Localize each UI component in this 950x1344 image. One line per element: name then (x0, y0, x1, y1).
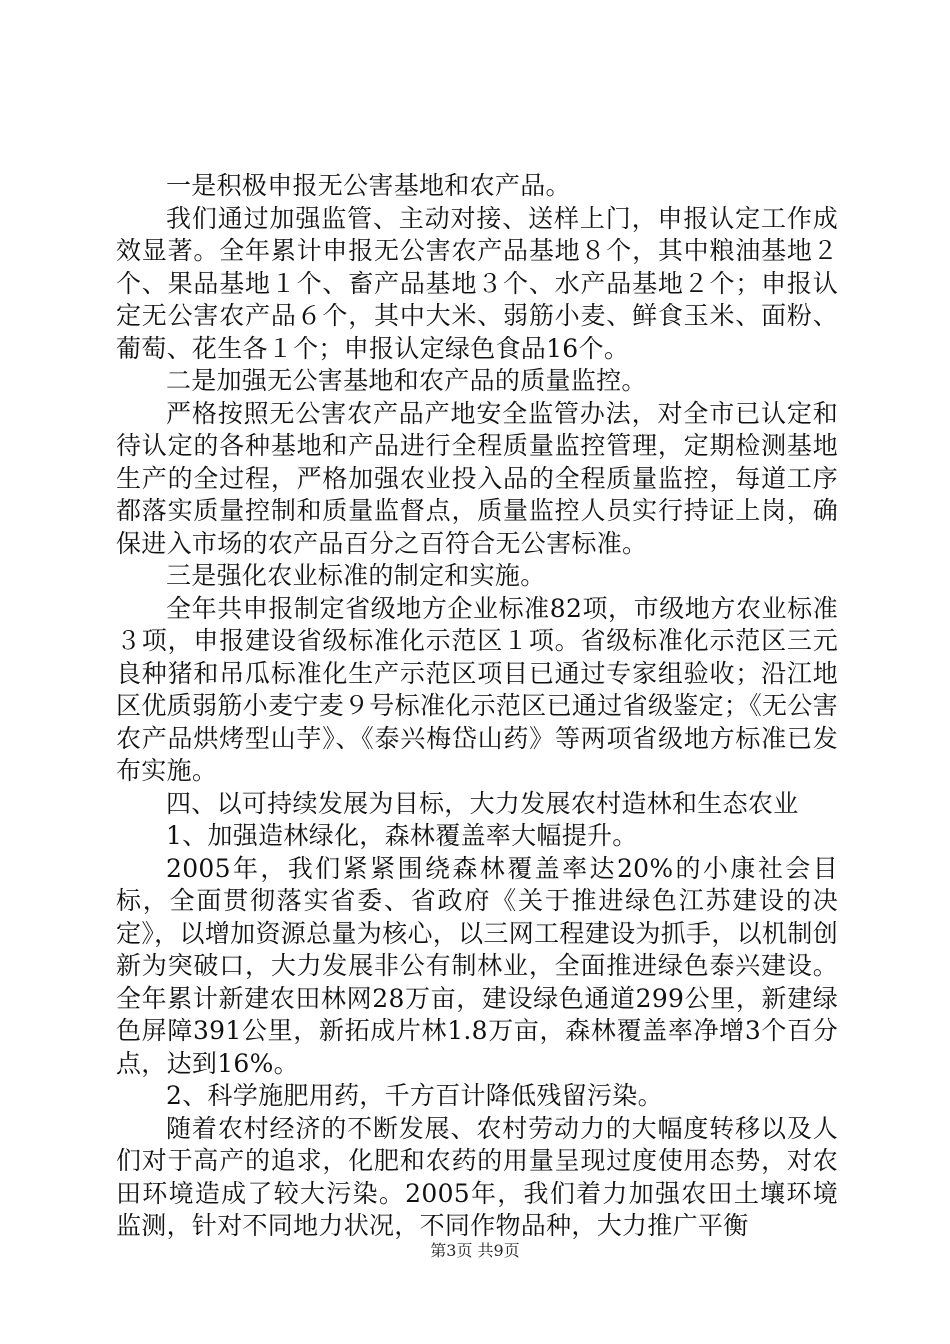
paragraph-7: 四、以可持续发展为目标，大力发展农村造林和生态农业 (166, 788, 799, 818)
document-body (116, 170, 838, 1243)
paragraph-10: 2、科学施肥用药，千方百计降低残留污染。 (166, 1081, 663, 1110)
paragraph-2: 我们通过加强监管、主动对接、送样上门，申报认定工作成效显著。全年累计申报无公害农产品基地８个，其中粮油基地２个、果品基地１个、畜产品基地３个、水产品基地２个；申报认定无公害农产品６个，其中大米、弱筋小麦、鲜食玉米、面粉、葡萄、花生各１个；申报认定绿色食品16个。 (116, 203, 838, 363)
paragraph-1: 一是积极申报无公害基地和农产品。 (166, 171, 571, 200)
paragraph-9: 2005年，我们紧紧围绕森林覆盖率达20%的小康社会目标，全面贯彻落实省委、省政府《关于推进绿色江苏建设的决定》，以增加资源总量为核心，以三网工程建设为抓手，以机制创新为突破口，大力发展非公有制林业，全面推进绿色泰兴建设。全年累计新建农田林网28万亩，建设绿色通道299公里，新建绿色屏障391公里，新拓成片林1.8万亩，森林覆盖率净增3个百分点，达到16%。 (116, 853, 838, 1078)
paragraph-11: 随着农村经济的不断发展、农村劳动力的大幅度转移以及人们对于高产的追求，化肥和农药的用量呈现过度使用态势，对农田环境造成了较大污染。2005年，我们着力加强农田土壤环境监测，针对不同地力状况，不同作物品种，大力推广平衡 (116, 1113, 838, 1240)
page-number-footer: 第3页 共9页 (430, 1241, 520, 1260)
paragraph-4: 严格按照无公害农产品产地安全监管办法，对全市已认定和待认定的各种基地和产品进行全程质量监控管理，定期检测基地生产的全过程，严格加强农业投入品的全程质量监控，每道工序都落实质量控制和质量监督点，质量监控人员实行持证上岗，确保进入市场的农产品百分之百符合无公害标准。 (116, 398, 838, 558)
paragraph-5: 三是强化农业标准的制定和实施。 (166, 561, 546, 590)
paragraph-6: 全年共申报制定省级地方企业标准82项，市级地方农业标准３项，申报建设省级标准化示范区１项。省级标准化示范区三元良种猪和吊瓜标准化生产示范区项目已通过专家组验收；沿江地区优质弱筋小麦宁麦９号标准化示范区已通过省级鉴定；《无公害农产品烘烤型山芋》、《泰兴梅岱山药》等两项省级地方标准已发布实施。 (116, 593, 838, 785)
paragraph-8: 1、加强造林绿化，森林覆盖率大幅提升。 (166, 821, 638, 850)
paragraph-3: 二是加强无公害基地和农产品的质量监控。 (166, 366, 647, 395)
